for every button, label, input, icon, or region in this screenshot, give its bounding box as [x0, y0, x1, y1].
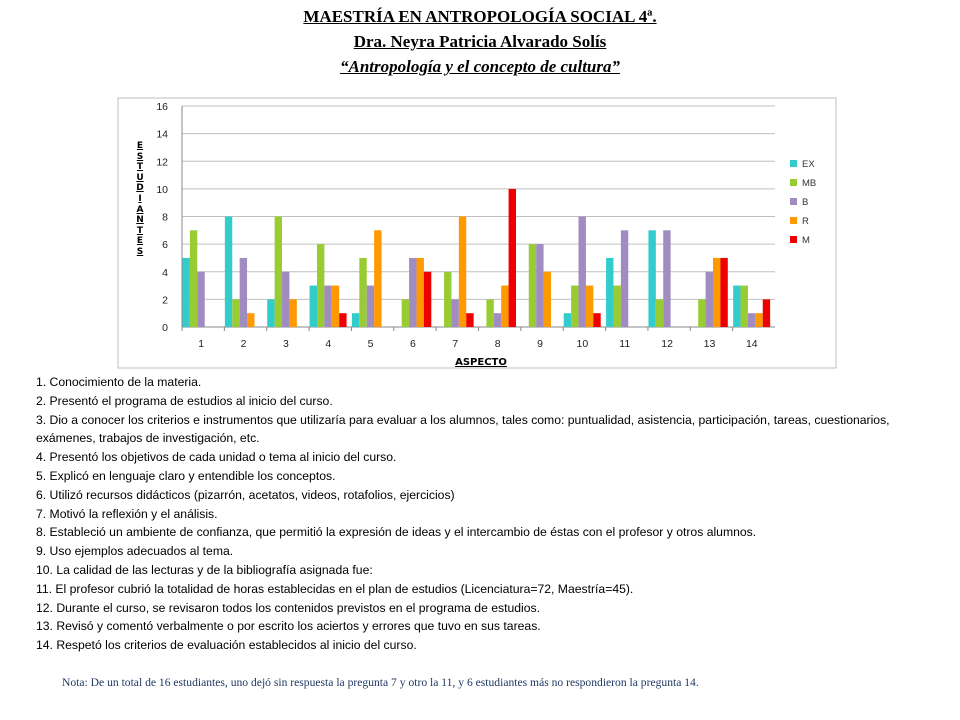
question-item: 10. La calidad de las lecturas y de la bibliografía asignada fue: [36, 562, 373, 577]
bar-r-4 [332, 286, 339, 327]
bar-b-11 [621, 230, 628, 327]
y-axis-label-letter: T [136, 225, 144, 236]
bar-mb-5 [359, 258, 366, 327]
x-tick-label: 1 [198, 338, 205, 350]
x-tick-label: 13 [703, 338, 716, 350]
bar-m-7 [466, 313, 473, 327]
y-tick-label: 12 [156, 156, 168, 169]
bar-r-13 [713, 258, 720, 327]
legend-swatch [790, 179, 797, 186]
bar-ex-12 [648, 230, 655, 327]
bar-mb-1 [190, 230, 197, 327]
footnote: Nota: De un total de 16 estudiantes, uno dejó sin respuesta la pregunta 7 y otro la 11, y 6 estudiantes más no respondieron la pregunta 14. [62, 676, 699, 689]
y-tick-label: 10 [156, 183, 168, 196]
bar-mb-13 [698, 299, 705, 327]
question-item: 6. Utilizó recursos didácticos (pizarrón, acetatos, videos, rotafolios, ejercicios) [36, 487, 455, 502]
bar-r-5 [374, 230, 381, 327]
bar-m-8 [509, 189, 516, 327]
x-axis-label: ASPECTO [455, 357, 507, 368]
x-tick-label: 9 [537, 338, 543, 350]
bar-r-6 [416, 258, 423, 327]
question-item: 5. Explicó en lenguaje claro y entendible los conceptos. [36, 468, 336, 483]
legend-label: R [802, 216, 809, 227]
y-tick-label: 4 [162, 266, 168, 279]
x-tick-label: 6 [410, 338, 416, 350]
bar-mb-8 [486, 299, 493, 327]
bar-b-5 [367, 286, 374, 327]
question-item: 11. El profesor cubrió la totalidad de horas establecidas en el plan de estudios (Licenciatura=72, Maestría=45). [36, 581, 634, 596]
x-tick-label: 12 [661, 338, 673, 350]
bar-mb-11 [613, 286, 620, 327]
bar-b-2 [240, 258, 247, 327]
bar-b-10 [579, 217, 586, 328]
bar-m-4 [339, 313, 346, 327]
bar-mb-10 [571, 286, 578, 327]
question-item: 14. Respetó los criterios de evaluación establecidos al inicio del curso. [36, 638, 417, 653]
bar-r-10 [586, 286, 593, 327]
y-tick-label: 6 [162, 239, 168, 252]
question-item: 7. Motivó la reflexión y el análisis. [36, 506, 218, 521]
question-item: 13. Revisó y comentó verbalmente o por escrito los aciertos y errores que tuvo en sus tareas. [36, 619, 541, 634]
title-program: MAESTRÍA EN ANTROPOLOGÍA SOCIAL 4ª. [303, 7, 657, 26]
bar-ex-11 [606, 258, 613, 327]
question-item: 9. Uso ejemplos adecuados al tema. [36, 544, 234, 559]
x-tick-label: 2 [240, 338, 247, 350]
bar-mb-2 [232, 299, 239, 327]
legend-swatch [790, 160, 797, 167]
bar-b-3 [282, 272, 289, 327]
bar-mb-12 [656, 299, 663, 327]
y-axis-label-letter: E [136, 236, 144, 247]
question-item: 2. Presentó el programa de estudios al inicio del curso. [36, 393, 333, 408]
bar-mb-3 [275, 217, 282, 328]
y-axis-label [133, 141, 147, 258]
question-item: 4. Presentó los objetivos de cada unidad o tema al inicio del curso. [36, 450, 397, 465]
bar-b-14 [748, 313, 755, 327]
bar-ex-10 [564, 313, 571, 327]
legend-label: MB [802, 178, 817, 189]
y-tick-label: 14 [156, 128, 168, 141]
x-tick-label: 11 [619, 338, 631, 350]
bar-ex-5 [352, 313, 359, 327]
bar-mb-6 [402, 299, 409, 327]
x-tick-label: 8 [494, 338, 501, 350]
y-axis-label-letter: N [136, 215, 144, 226]
bar-m-13 [720, 258, 727, 327]
y-axis-label-letter: U [136, 172, 144, 183]
bar-b-12 [663, 230, 670, 327]
bar-r-3 [289, 299, 296, 327]
bar-ex-2 [225, 217, 232, 328]
bar-m-14 [763, 299, 770, 327]
legend-label: B [802, 197, 809, 208]
question-item: 12. Durante el curso, se revisaron todos los contenidos previstos en el programa de estudios. [36, 600, 541, 615]
bar-b-13 [706, 272, 713, 327]
y-tick-label: 0 [162, 322, 168, 334]
y-tick-label: 8 [162, 211, 168, 224]
bar-r-14 [755, 313, 762, 327]
question-item: 3. Dio a conocer los criterios e instrumentos que utilizaría para evaluar a los alumnos, tales como: puntualidad, asistencia, participación, tareas, cuestionarios, exámenes, trabajos de investigación, etc. [36, 412, 890, 446]
bar-b-4 [324, 286, 331, 327]
bar-b-9 [536, 244, 543, 327]
bar-b-1 [197, 272, 204, 327]
y-axis-label-letter: I [138, 193, 142, 204]
y-axis-label-letter: S [136, 151, 144, 162]
bar-mb-14 [741, 286, 748, 327]
y-tick-label: 2 [162, 294, 168, 307]
title-course: “Antropología y el concepto de cultura” [339, 57, 621, 76]
bar-b-8 [494, 313, 501, 327]
legend-swatch [790, 236, 797, 243]
x-tick-label: 4 [325, 338, 332, 350]
bar-mb-7 [444, 272, 451, 327]
title-professor: Dra. Neyra Patricia Alvarado Solís [353, 32, 607, 51]
y-axis-label-letter: D [136, 183, 144, 194]
bar-m-6 [424, 272, 431, 327]
x-tick-label: 7 [452, 338, 459, 350]
x-tick-label: 3 [282, 338, 289, 350]
x-tick-label: 5 [367, 338, 374, 350]
x-tick-label: 10 [576, 338, 589, 350]
bar-ex-14 [733, 286, 740, 327]
bar-ex-3 [267, 299, 274, 327]
bar-ex-4 [310, 286, 317, 327]
x-tick-label: 14 [745, 338, 758, 350]
legend-label: M [802, 235, 810, 246]
bar-r-7 [459, 217, 466, 328]
question-list [36, 373, 916, 655]
legend-swatch [790, 217, 797, 224]
bar-mb-9 [529, 244, 536, 327]
y-axis-label-letter: A [136, 204, 144, 215]
bar-b-7 [451, 299, 458, 327]
bar-r-2 [247, 313, 254, 327]
bar-m-10 [593, 313, 600, 327]
bar-mb-4 [317, 244, 324, 327]
bar-b-6 [409, 258, 416, 327]
y-axis-label-letter: E [136, 141, 144, 151]
y-axis-label-letter: T [136, 162, 144, 173]
legend-label: EX [802, 159, 815, 170]
bar-r-9 [544, 272, 551, 327]
bar-ex-1 [183, 258, 190, 327]
legend-swatch [790, 198, 797, 205]
bar-r-8 [501, 286, 508, 327]
y-axis-label-letter: S [136, 246, 144, 257]
question-item: 8. Estableció un ambiente de confianza, que permitió la expresión de ideas y el intercambio de éstas con el profesor y otros alumnos. [36, 525, 757, 540]
y-tick-label: 16 [156, 101, 168, 113]
question-item: 1. Conocimiento de la materia. [36, 375, 202, 389]
